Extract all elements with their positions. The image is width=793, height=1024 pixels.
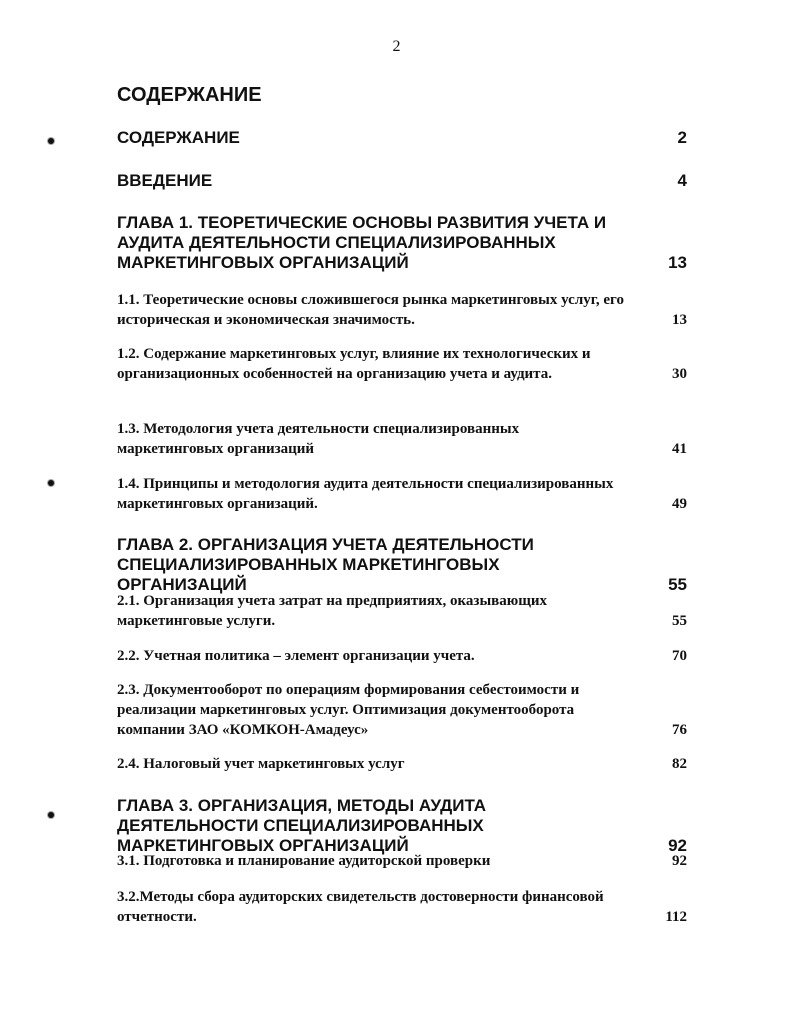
toc-entry-title: 3.1. Подготовка и планирование аудиторской проверки [117,853,491,869]
toc-entry-page: 112 [665,909,687,925]
toc-entry-chapter-2[interactable] [117,535,687,595]
toc-entry-contents[interactable] [117,128,687,148]
toc-entry-page: 76 [672,722,687,738]
toc-entry-page: 13 [668,253,687,272]
toc-entry-section-3-2[interactable] [117,887,687,927]
toc-entry-page: 41 [672,441,687,457]
toc-entry-section-2-4[interactable] [117,754,687,774]
toc-entry-section-1-1[interactable] [117,290,687,330]
toc-entry-title: 2.2. Учетная политика – элемент организации учета. [117,648,475,664]
toc-entry-section-2-2[interactable] [117,646,687,666]
margin-bullet-mark [48,812,54,818]
toc-entry-title: 1.1. Теоретические основы сложившегося рынка маркетинговых услуг, его историческая и экономическая значимость. [117,292,624,328]
toc-entry-title: ГЛАВА 2. ОРГАНИЗАЦИЯ УЧЕТА ДЕЯТЕЛЬНОСТИ СПЕЦИАЛИЗИРОВАННЫХ МАРКЕТИНГОВЫХ ОРГАНИЗАЦИЙ [117,535,534,594]
toc-entry-title: ГЛАВА 3. ОРГАНИЗАЦИЯ, МЕТОДЫ АУДИТА ДЕЯТЕЛЬНОСТИ СПЕЦИАЛИЗИРОВАННЫХ МАРКЕТИНГОВЫХ ОРГАНИЗАЦИЙ [117,796,487,855]
toc-entry-section-1-3[interactable] [117,419,687,459]
toc-entry-section-1-2[interactable] [117,344,687,384]
page-number: 2 [392,38,401,55]
toc-entry-page: 92 [672,853,687,869]
toc-entry-page: 2 [677,128,687,147]
margin-bullet-mark [48,138,54,144]
toc-entry-introduction[interactable] [117,171,687,191]
toc-entry-title: 3.2.Методы сбора аудиторских свидетельств достоверности финансовой отчетности. [117,889,604,925]
toc-entry-title: 1.4. Принципы и методология аудита деятельности специализированных маркетинговых организаций. [117,476,614,512]
toc-entry-page: 49 [672,496,687,512]
toc-entry-page: 4 [677,171,687,190]
toc-entry-title: 2.3. Документооборот по операциям формирования себестоимости и реализации маркетинговых услуг. Оптимизация документооборота компании ЗАО «КОМКОН-Амадеус» [117,682,580,738]
toc-entry-page: 55 [668,575,687,594]
toc-entry-section-1-4[interactable] [117,474,687,514]
toc-entry-section-2-3[interactable] [117,680,687,740]
toc-entry-section-3-1[interactable] [117,851,687,871]
toc-entry-title: 2.1. Организация учета затрат на предприятиях, оказывающих маркетинговые услуги. [117,593,548,629]
toc-entry-section-2-1[interactable] [117,591,687,631]
toc-entry-page: 55 [672,613,687,629]
toc-entry-title: 1.2. Содержание маркетинговых услуг, влияние их технологических и организационных особенностей на организацию учета и аудита. [117,346,591,382]
toc-entry-page: 70 [672,648,687,664]
toc-entry-page: 92 [668,836,687,855]
toc-entry-title: ГЛАВА 1. ТЕОРЕТИЧЕСКИЕ ОСНОВЫ РАЗВИТИЯ УЧЕТА И АУДИТА ДЕЯТЕЛЬНОСТИ СПЕЦИАЛИЗИРОВАННЫХ МАРКЕТИНГОВЫХ ОРГАНИЗАЦИЙ [117,213,607,272]
margin-bullet-mark [48,480,54,486]
toc-entry-page: 30 [672,366,687,382]
toc-entry-chapter-3[interactable] [117,796,687,856]
toc-entry-page: 82 [672,756,687,772]
toc-entry-page: 13 [672,312,687,328]
toc-entry-chapter-1[interactable] [117,213,687,273]
toc-heading: СОДЕРЖАНИЕ [117,84,262,106]
toc-entry-title: ВВЕДЕНИЕ [117,171,213,190]
toc-entry-title: 2.4. Налоговый учет маркетинговых услуг [117,756,405,772]
toc-entry-title: 1.3. Методология учета деятельности специализированных маркетинговых организаций [117,421,520,457]
toc-entry-title: СОДЕРЖАНИЕ [117,128,240,147]
